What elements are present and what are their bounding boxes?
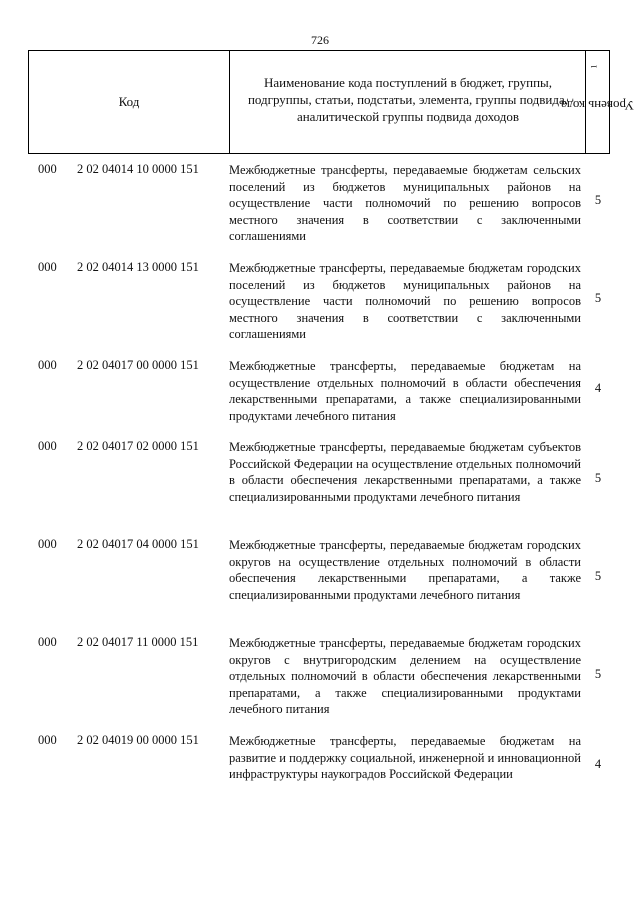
- header-level: [561, 51, 635, 155]
- header-divider: [229, 51, 230, 153]
- revenue-code: 2 02 04017 00 0000 151: [77, 358, 199, 372]
- code-level: 4: [594, 757, 602, 771]
- admin-code: 000: [38, 635, 57, 649]
- revenue-code: 2 02 04014 13 0000 151: [77, 260, 199, 274]
- header-level-footnote: 1: [589, 64, 599, 69]
- page-number: 726: [311, 33, 329, 47]
- revenue-name: Межбюджетные трансферты, передаваемые бюджетам на развитие и поддержку социальной, инженерной и инновационной инфраструктуры наукоградов Российской Федерации: [229, 734, 581, 781]
- revenue-name: Межбюджетные трансферты, передаваемые бюджетам сельских поселений из бюджетов муниципальных районов на осуществление части полномочий по решению вопросов местного значения в соответствии с заключенными соглашениями: [229, 163, 581, 243]
- code-level: 5: [594, 193, 602, 207]
- revenue-code: 2 02 04017 02 0000 151: [77, 439, 199, 453]
- revenue-name: Межбюджетные трансферты, передаваемые бюджетам городских округов на осуществление отдельных полномочий в области обеспечения лекарственными препаратами, а также специализированными продуктами лечебного питания: [229, 538, 581, 602]
- admin-code: 000: [38, 358, 57, 372]
- code-level: 5: [594, 667, 602, 681]
- revenue-code: 2 02 04017 04 0000 151: [77, 537, 199, 551]
- revenue-name: Межбюджетные трансферты, передаваемые бюджетам городских округов с внутригородским делением на осуществление отдельных полномочий в области обеспечения лекарственными препаратами, а также специализированными продуктами лечебного питания: [229, 636, 581, 716]
- header-name: Наименование кода поступлений в бюджет, группы, подгруппы, статьи, подстатьи, элемента, группы подвида, аналитической группы подвида доходов: [247, 75, 569, 124]
- admin-code: 000: [38, 733, 57, 747]
- revenue-code: 2 02 04019 00 0000 151: [77, 733, 199, 747]
- revenue-code: 2 02 04014 10 0000 151: [77, 162, 199, 176]
- revenue-name: Межбюджетные трансферты, передаваемые бюджетам субъектов Российской Федерации на осуществление отдельных полномочий в области обеспечения лекарственными препаратами, а также специализированными продуктами лечебного питания: [229, 440, 581, 504]
- admin-code: 000: [38, 162, 57, 176]
- revenue-name: Межбюджетные трансферты, передаваемые бюджетам на осуществление отдельных полномочий в области обеспечения лекарственными препаратами, а также специализированными продуктами лечебного питания: [229, 359, 581, 423]
- revenue-code: 2 02 04017 11 0000 151: [77, 635, 199, 649]
- revenue-name: Межбюджетные трансферты, передаваемые бюджетам городских поселений из бюджетов муниципальных районов на осуществление части полномочий по решению вопросов местного значения в соответствии с заключенными соглашениями: [229, 261, 581, 341]
- admin-code: 000: [38, 537, 57, 551]
- code-level: 5: [594, 471, 602, 485]
- code-level: 5: [594, 569, 602, 583]
- header-level-label: Уровень кода: [561, 97, 635, 113]
- header-code: Код: [118, 94, 140, 109]
- admin-code: 000: [38, 260, 57, 274]
- code-level: 5: [594, 291, 602, 305]
- admin-code: 000: [38, 439, 57, 453]
- code-level: 4: [594, 381, 602, 395]
- table-header: [28, 50, 635, 154]
